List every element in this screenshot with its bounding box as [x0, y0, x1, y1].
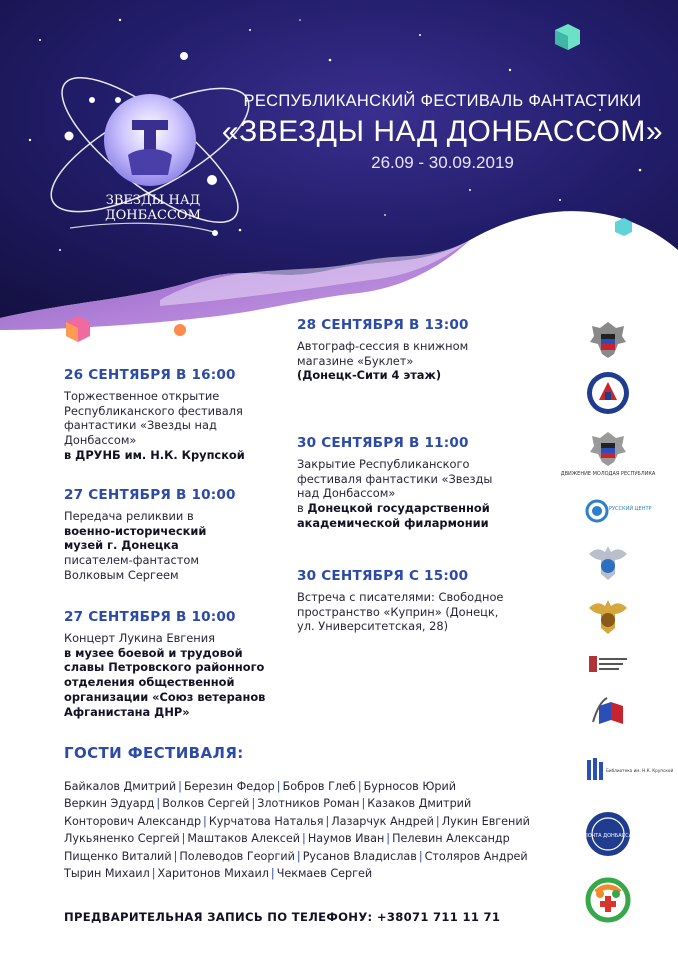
guest-separator: | [386, 832, 391, 846]
russian-center-label: РУССКИЙ ЦЕНТР [609, 506, 652, 512]
guest-name: Столяров Андрей [424, 849, 528, 863]
guest-separator: | [151, 867, 156, 881]
guest-name: Конторович Александр [64, 814, 202, 828]
guest-separator: | [203, 814, 207, 828]
svg-text:Библиотека им. Н.К. Крупской [606, 768, 673, 773]
event-venue: военно-исторический музей г. Донецка [64, 523, 207, 553]
event-closing [297, 436, 502, 531]
guests-list [64, 778, 530, 882]
guest-separator: | [156, 797, 161, 811]
festival-title: «ЗВЕЗДЫ НАД ДОНБАССОМ» [221, 115, 664, 148]
guest-name: Казаков Дмитрий [367, 797, 472, 811]
guest-name: Русанов Владислав [302, 849, 417, 863]
guest-name: Злотников Роман [257, 797, 360, 811]
event-opening [64, 368, 274, 463]
guest-separator: | [418, 849, 423, 863]
logo-caption [98, 193, 208, 223]
logo-caption-line2: ДОНБАССОМ [105, 208, 201, 223]
guest-name: Лазарчук Андрей [331, 814, 434, 828]
registration-phone [64, 910, 500, 924]
guest-separator: | [178, 780, 182, 793]
guest-separator: | [435, 814, 440, 828]
ministry-emblem-gold-icon [575, 594, 641, 638]
philharmonic-logo-icon [575, 652, 641, 676]
event-text: Концерт Лукина Евгения [64, 630, 215, 645]
guest-name: Чекмаев Сергей [276, 867, 373, 881]
event-text: Встреча с писателями: Свободное пространство «Куприн» (Донецк, ул. Университетская, 28) [297, 589, 504, 634]
event-text: Закрытие Республиканского фестиваля фантастики «Звезды над Донбассом» [297, 456, 493, 501]
guest-name: Курчатова Наталья [208, 814, 324, 828]
russian-center-logo-icon [575, 496, 652, 526]
guest-separator: | [270, 867, 275, 881]
guest-separator: | [251, 797, 256, 811]
event-venue: (Донецк-Сити 4 этаж) [297, 368, 442, 383]
guest-name: Лукин Евгений [441, 814, 530, 828]
dnr-coat-of-arms-icon [575, 318, 641, 362]
health-org-logo-icon [575, 876, 641, 924]
pochta-label: ПОЧТА ДОНБАССА [583, 833, 633, 839]
guest-name: Веркин Эдуард [64, 797, 155, 811]
guest-separator: | [361, 797, 366, 811]
guest-separator: | [325, 814, 330, 828]
event-venue-prefix: в [297, 501, 304, 516]
event-venue: в ДРУНБ им. Н.К. Крупской [64, 447, 245, 462]
guests-row [64, 830, 524, 847]
logo-caption-line1: ЗВЕЗДЫ НАД [105, 193, 201, 208]
phone-number[interactable]: +38071 711 11 71 [376, 910, 501, 924]
guest-name: Полеводов Георгий [179, 849, 295, 863]
guest-name: Маштаков Алексей [187, 832, 301, 846]
event-text-extra: писателем-фантастом Волковым Сергеем [64, 553, 199, 582]
event-date: 26 СЕНТЯБРЯ В 16:00 [64, 367, 236, 383]
event-text: Торжественное открытие Республиканского фестиваля фантастики «Звезды над Донбассом» [64, 388, 243, 448]
event-autograph [297, 318, 487, 383]
guest-separator: | [357, 780, 362, 793]
dnr-youth-emblem-icon [560, 428, 656, 480]
event-meeting [297, 569, 512, 634]
event-text: Передача реликвии в [64, 508, 194, 523]
event-date: 27 СЕНТЯБРЯ В 10:00 [64, 487, 236, 503]
guest-name: Бобров Глеб [282, 780, 356, 793]
guests-row [64, 778, 524, 795]
guest-separator: | [173, 849, 178, 863]
guest-name: Бурносов Юрий [363, 780, 457, 793]
guest-name: Лукьяненко Сергей [64, 832, 180, 846]
guests-title: ГОСТИ ФЕСТИВАЛЯ: [64, 744, 244, 762]
guest-name: Пелевин Александр [392, 832, 510, 846]
event-relic [64, 488, 244, 583]
guest-separator: | [276, 780, 281, 793]
guest-separator: | [302, 832, 306, 846]
event-date: 30 СЕНТЯБРЯ С 15:00 [297, 568, 469, 584]
event-date: 27 СЕНТЯБРЯ В 10:00 [64, 609, 236, 625]
guests-row [64, 795, 524, 812]
guest-name: Волков Сергей [162, 797, 250, 811]
event-text: Автограф-сессия в книжном магазине «Буклет» [297, 338, 469, 368]
event-date: 28 СЕНТЯБРЯ В 13:00 [297, 317, 469, 333]
guest-name: Харитонов Михаил [157, 867, 269, 881]
pochta-donbassa-logo-icon [575, 810, 641, 858]
festival-title-block [220, 92, 665, 173]
guests-row [64, 848, 528, 865]
guests-row [64, 865, 524, 882]
guest-name: Березин Федор [183, 780, 275, 793]
ministry-emblem-blue-icon [575, 540, 641, 584]
book-museum-logo-icon [575, 692, 641, 732]
guest-separator: | [181, 832, 186, 846]
festival-dates: 26.09 - 30.09.2019 [371, 153, 514, 172]
event-venue: Донецкой государственной академической филармонии [297, 501, 490, 530]
guests-row [64, 813, 530, 830]
library-label: Библиотека им. Н.К. Крупской [606, 768, 674, 773]
event-venue: в музее боевой и трудовой славы Петровского районного отделения общественной организации «Союз ветеранов Афганистана ДНР» [64, 645, 266, 719]
guest-separator: | [296, 849, 301, 863]
writers-union-emblem-icon [575, 370, 641, 416]
guest-name: Пищенко Виталий [64, 849, 172, 863]
guest-name: Тырин Михаил [64, 867, 150, 881]
phone-label: ПРЕДВАРИТЕЛЬНАЯ ЗАПИСЬ ПО ТЕЛЕФОНУ: [64, 910, 373, 924]
festival-subtitle: РЕСПУБЛИКАНСКИЙ ФЕСТИВАЛЬ ФАНТАСТИКИ [243, 92, 642, 110]
library-krupskaya-logo-icon [575, 752, 674, 792]
youth-emblem-label: ДВИЖЕНИЕ МОЛОДАЯ РЕСПУБЛИКА [560, 471, 656, 477]
event-concert [64, 610, 274, 720]
guest-name: Наумов Иван [307, 832, 385, 846]
event-date: 30 СЕНТЯБРЯ В 11:00 [297, 435, 469, 451]
guest-name: Байкалов Дмитрий [64, 780, 177, 793]
